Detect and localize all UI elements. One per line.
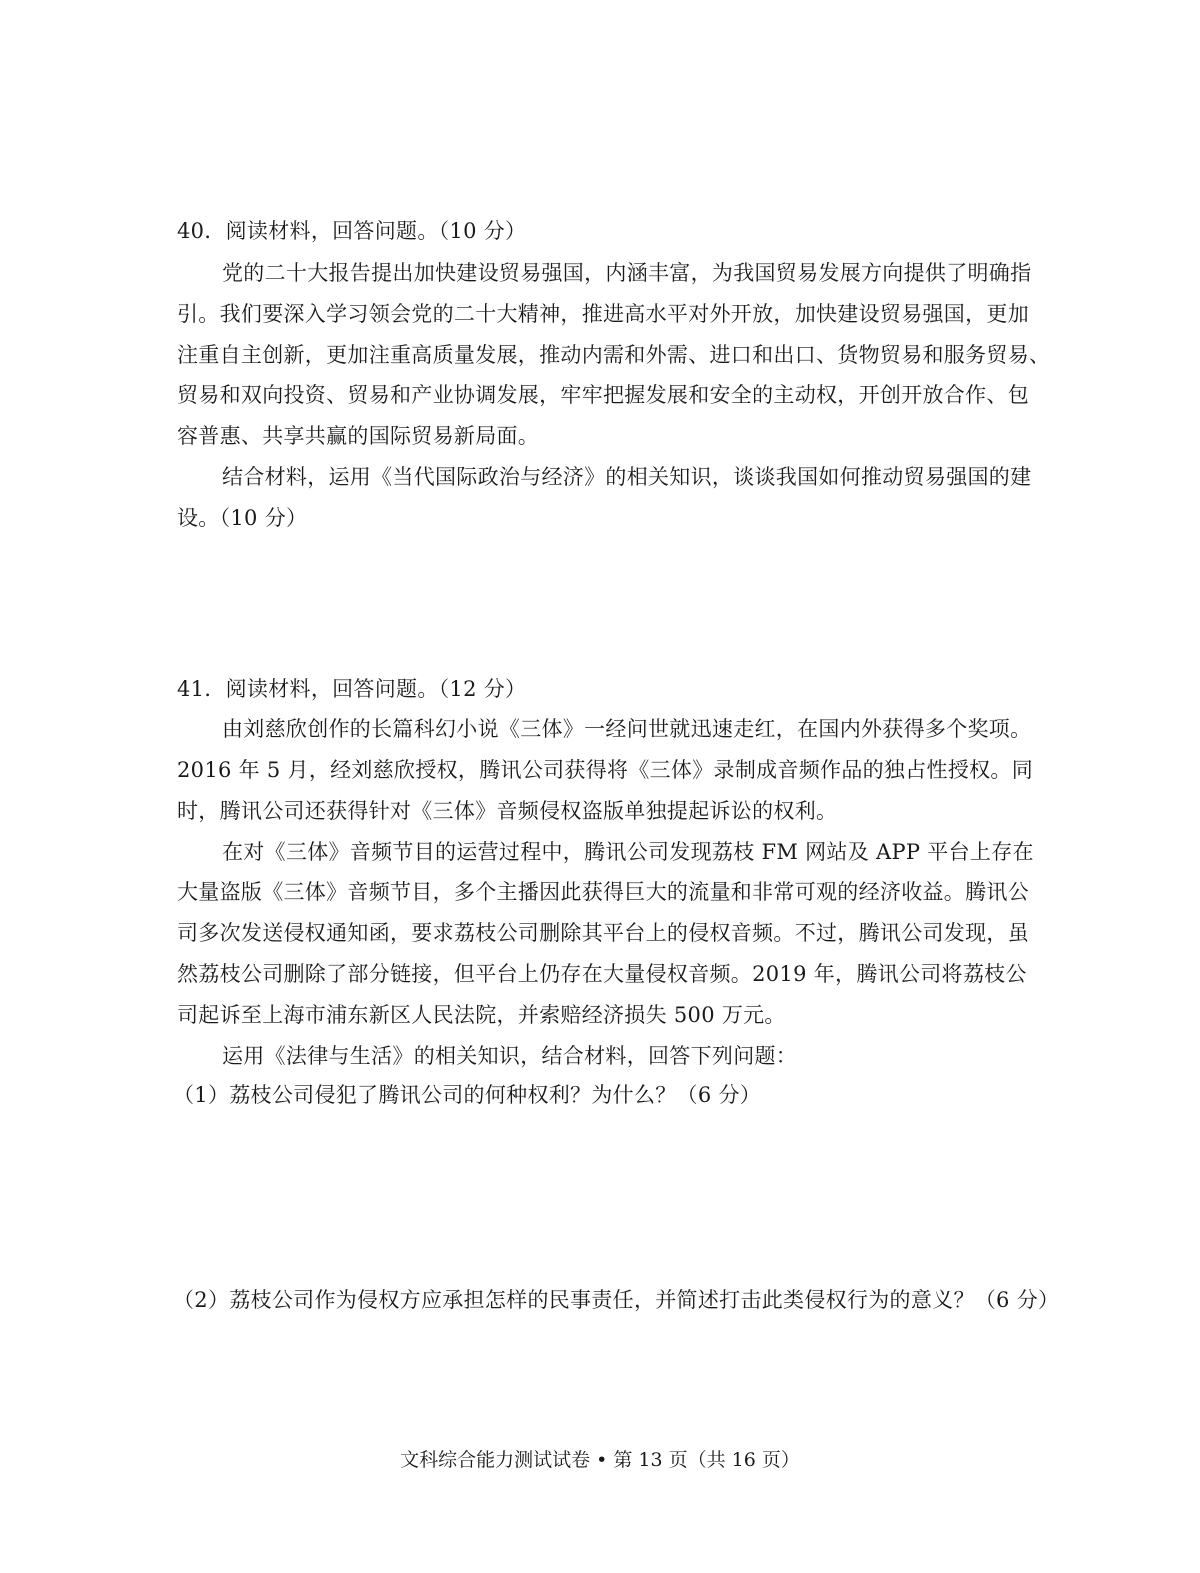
q40-question-line: 结合材料，运用《当代国际政治与经济》的相关知识，谈谈我国如何推动贸易强国的建 [222, 465, 1032, 489]
q41-sub-question-1: （1）荔枝公司侵犯了腾讯公司的何种权利？为什么？（6 分） [173, 1083, 762, 1107]
q40-heading: 40．阅读材料，回答问题。（10 分） [177, 219, 527, 243]
q41-sub-question-2: （2）荔枝公司作为侵权方应承担怎样的民事责任，并简述打击此类侵权行为的意义？（6 分） [173, 1288, 1060, 1312]
q40-material-line: 注重自主创新，更加注重高质量发展，推动内需和外需、进口和出口、货物贸易和服务贸易、 [177, 343, 1051, 367]
q40-material-line: 党的二十大报告提出加快建设贸易强国，内涵丰富，为我国贸易发展方向提供了明确指 [222, 261, 1032, 285]
q41-material-line: 在对《三体》音频节目的运营过程中，腾讯公司发现荔枝 FM 网站及 APP 平台上存在 [222, 840, 1034, 864]
q41-material-line: 大量盗版《三体》音频节目，多个主播因此获得巨大的流量和非常可观的经济收益。腾讯公 [177, 880, 1029, 904]
q41-heading: 41．阅读材料，回答问题。（12 分） [177, 677, 527, 701]
q41-material-line: 由刘慈欣创作的长篇科幻小说《三体》一经问世就迅速走红，在国内外获得多个奖项。 [222, 717, 1032, 741]
q40-material-line: 贸易和双向投资、贸易和产业协调发展，牢牢把握发展和安全的主动权，开创开放合作、包 [177, 383, 1029, 407]
q41-material-line: 然荔枝公司删除了部分链接，但平台上仍存在大量侵权音频。2019 年，腾讯公司将荔枝公 [177, 962, 1027, 986]
q41-material-line: 时，腾讯公司还获得针对《三体》音频侵权盗版单独提起诉讼的权利。 [177, 799, 838, 823]
q40-question-line: 设。（10 分） [177, 506, 308, 530]
q41-material-line: 司多次发送侵权通知函，要求荔枝公司删除其平台上的侵权音频。不过，腾讯公司发现，虽 [177, 921, 1029, 945]
q41-material-line: 2016 年 5 月，经刘慈欣授权，腾讯公司获得将《三体》录制成音频作品的独占性授权。同 [177, 758, 1034, 782]
page-footer: 文科综合能力测试试卷 • 第 13 页（共 16 页） [400, 1449, 800, 1471]
q41-material-line: 司起诉至上海市浦东新区人民法院，并索赔经济损失 500 万元。 [177, 1003, 786, 1027]
q40-material-line: 引。我们要深入学习领会党的二十大精神，推进高水平对外开放，加快建设贸易强国，更加 [177, 302, 1029, 326]
q41-instruction: 运用《法律与生活》的相关知识，结合材料，回答下列问题： [222, 1044, 798, 1068]
q40-material-line: 容普惠、共享共赢的国际贸易新局面。 [177, 424, 540, 448]
